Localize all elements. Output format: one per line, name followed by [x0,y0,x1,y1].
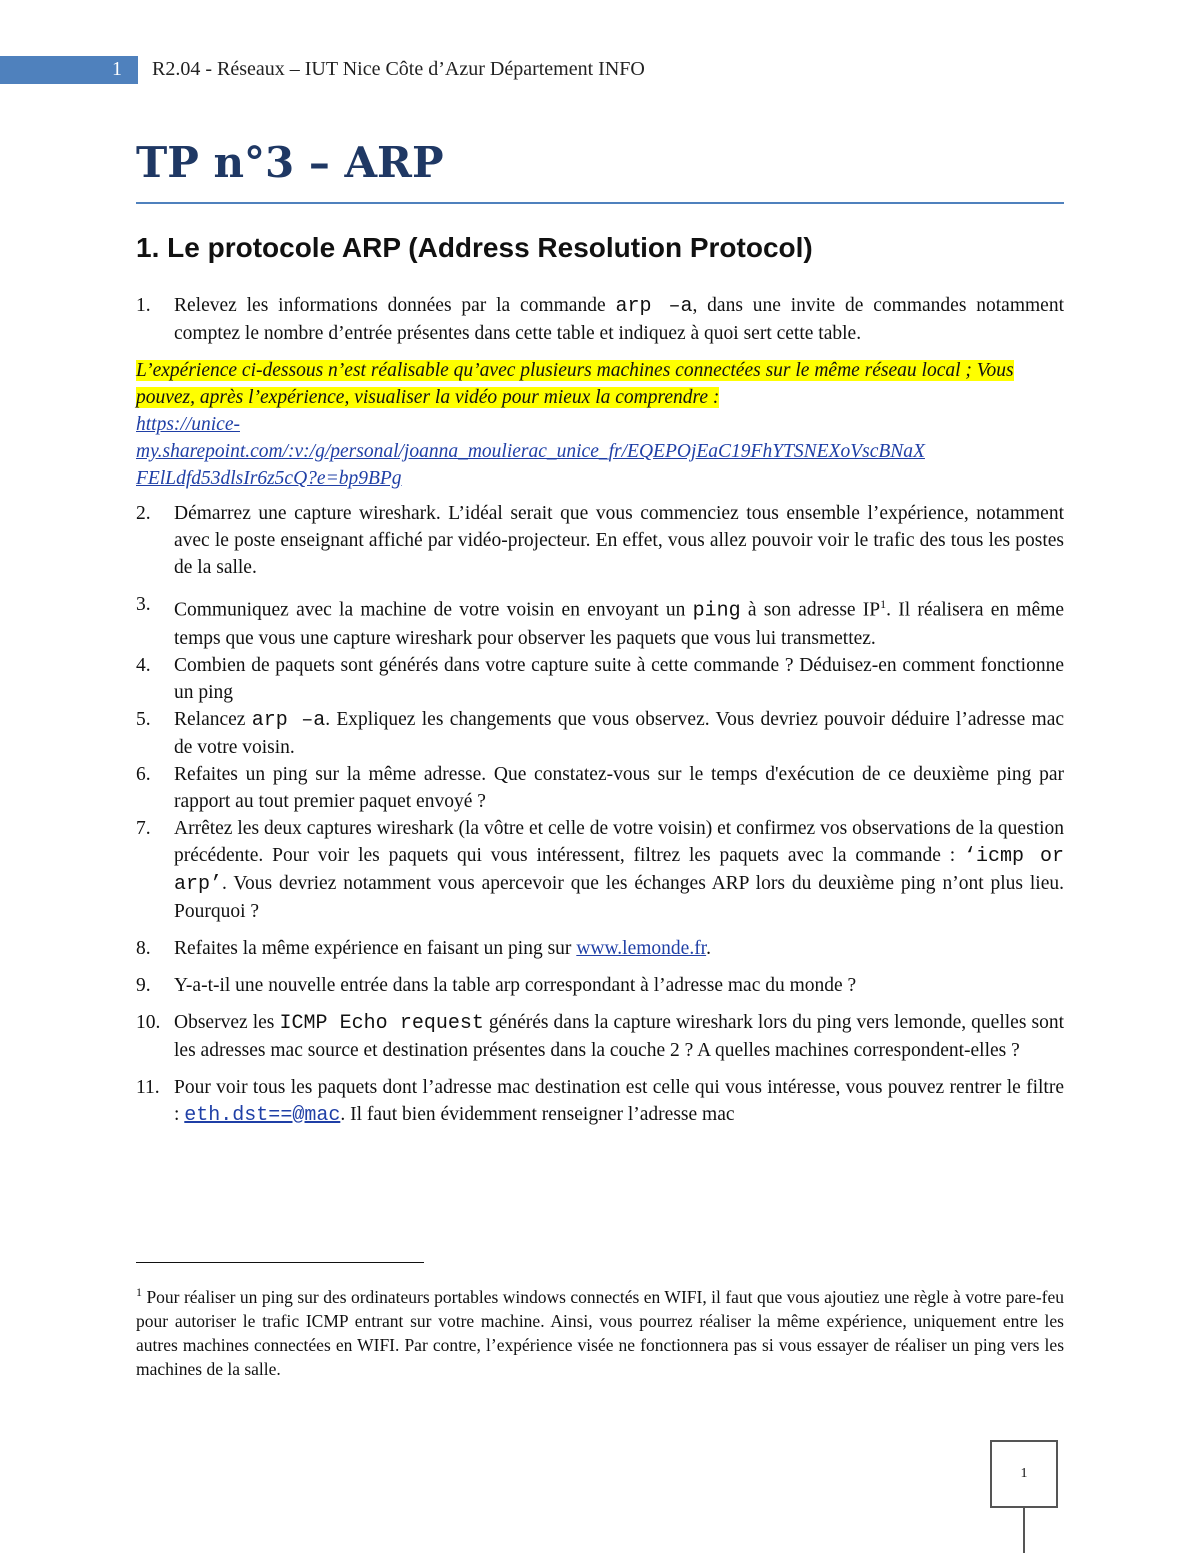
command-code: ICMP Echo request [279,1011,484,1035]
question-number: 3. [136,594,151,615]
question-6 [136,761,1064,815]
question-number: 9. [136,974,151,996]
video-link[interactable]: https://unice- [136,414,240,435]
question-number: 8. [136,937,151,959]
question-text: Combien de paquets sont générés dans votre capture suite à cette commande ? Déduisez-en comment fonctionne un ping [174,654,1064,703]
command-code: arp –a [251,708,326,732]
question-5 [136,706,1064,761]
highlighted-note [136,357,1064,492]
question-text: . Il faut bien évidemment renseigner l’adresse mac [340,1103,735,1125]
question-4 [136,652,1064,706]
question-text: Refaites un ping sur la même adresse. Que constatez-vous sur le temps d'exécution de ce deuxième ping par rapport au tout premier paquet envoyé ? [174,763,1064,812]
lemonde-link[interactable]: www.lemonde.fr [576,937,707,959]
question-text: . [706,937,711,959]
question-number: 2. [136,503,151,524]
command-code: ping [692,599,741,623]
filter-code: ‘icmp or arp’ [174,844,1064,896]
video-link[interactable]: FElLdfd53dlsIr6z5cQ?e=bp9BPg [136,468,402,489]
question-number: 6. [136,763,151,785]
question-text: Communiquez avec la machine de votre voisin en envoyant un [174,599,693,621]
question-text: Y-a-t-il une nouvelle entrée dans la table arp correspondant à l’adresse mac du monde ? [174,974,857,996]
command-code: arp –a [615,295,693,318]
title-rule [136,202,1064,204]
question-text: Refaites la même expérience en faisant un ping sur [174,937,577,959]
question-number: 5. [136,708,151,730]
footnote [136,1280,1064,1381]
question-text: Démarrez une capture wireshark. L’idéal serait que vous commenciez tous ensemble l’expérience, notamment avec le poste enseignant affiché par vidéo-projecteur. En effet, vous allez pouvoir voir le trafic des tous les postes de la salle. [174,503,1064,578]
question-text: générés dans la capture wireshark lors du ping vers lemonde, quelles sont les adresses mac source et destination présentes dans la couche 2 ? A quelles machines correspondent-elles ? [174,1011,1064,1061]
question-list [136,292,1064,1129]
footnote-text: Pour réaliser un ping sur des ordinateurs portables windows connectés en WIFI, il faut que vous ajoutiez une règle à votre pare-feu pour autoriser le trafic ICMP entrant sur votre machine. Ainsi, vous pourrez réaliser la même expérience, uniquement entre les autres machines connectées en WIFI. Par contre, l’expérience visée ne fonctionnera pas si vous essayer de réaliser un ping vers les machines de la salle. [136,1286,1065,1379]
question-number: 11. [136,1076,160,1098]
question-9 [136,972,1064,999]
question-number: 10. [136,1011,161,1033]
question-number: 7. [136,817,151,839]
question-8 [136,935,1064,962]
page-number-box [990,1440,1058,1508]
page-number: 1 [1020,1466,1028,1481]
question-10 [136,1009,1064,1064]
question-1 [136,292,1064,347]
question-3 [136,591,1064,652]
question-text: à son adresse IP [740,599,881,621]
question-7 [136,815,1064,925]
header-page-number: 1 [112,58,122,80]
filter-code: eth.dst==@mac [184,1103,341,1127]
header-course-title: R2.04 - Réseaux – IUT Nice Côte d’Azur Département INFO [152,58,645,80]
question-text: Relevez les informations données par la commande [174,295,616,316]
question-number: 4. [136,654,151,676]
question-text: Relancez [174,708,252,730]
section-heading: 1. Le protocole ARP (Address Resolution Protocol) [136,232,813,263]
video-link[interactable]: my.sharepoint.com/:v:/g/personal/joanna_moulierac_unice_fr/EQEPOjEaC19FhYTSNEXoVscBNaX [136,441,925,462]
question-number: 1. [136,295,151,316]
question-11 [136,1074,1064,1129]
question-text: Arrêtez les deux captures wireshark (la vôtre et celle de votre voisin) et confirmez vos observations de la question précédente. Pour voir les paquets qui vous intéressent, filtrez les paquets avec la commande : [174,817,1064,866]
question-text: Pour voir tous les paquets dont l’adresse mac destination est celle qui vous intéresse, vous pouvez rentrer le filtre : [174,1076,1064,1125]
question-text: . Vous devriez notamment vous apercevoir que les échanges ARP lors du deuxième ping n’ont plus lieu. Pourquoi ? [174,872,1064,922]
question-text: . Il réalisera en même temps que vous une capture wireshark pour observer les paquets que vous lui transmettez. [174,599,1065,649]
note-text: L’expérience ci-dessous n’est réalisable qu’avec plusieurs machines connectées sur le même réseau local ; Vous pouvez, après l’expérience, visualiser la vidéo pour mieux la comprendre : [136,360,1014,408]
question-text: , dans une invite de commandes notamment comptez le nombre d’entrée présentes dans cette table et indiquez à quoi sert cette table. [174,295,1064,344]
page-number-line [1023,1508,1025,1553]
question-2 [136,500,1064,581]
footnote-reference[interactable]: 1 [880,597,887,611]
footnote-separator [136,1262,424,1263]
document-title: TP n°3 – ARP [136,138,444,187]
question-text: . Expliquez les changements que vous observez. Vous devriez pouvoir déduire l’adresse mac de votre voisin. [174,708,1065,758]
footnote-marker: 1 [136,1285,142,1299]
question-text: Observez les [174,1011,280,1033]
